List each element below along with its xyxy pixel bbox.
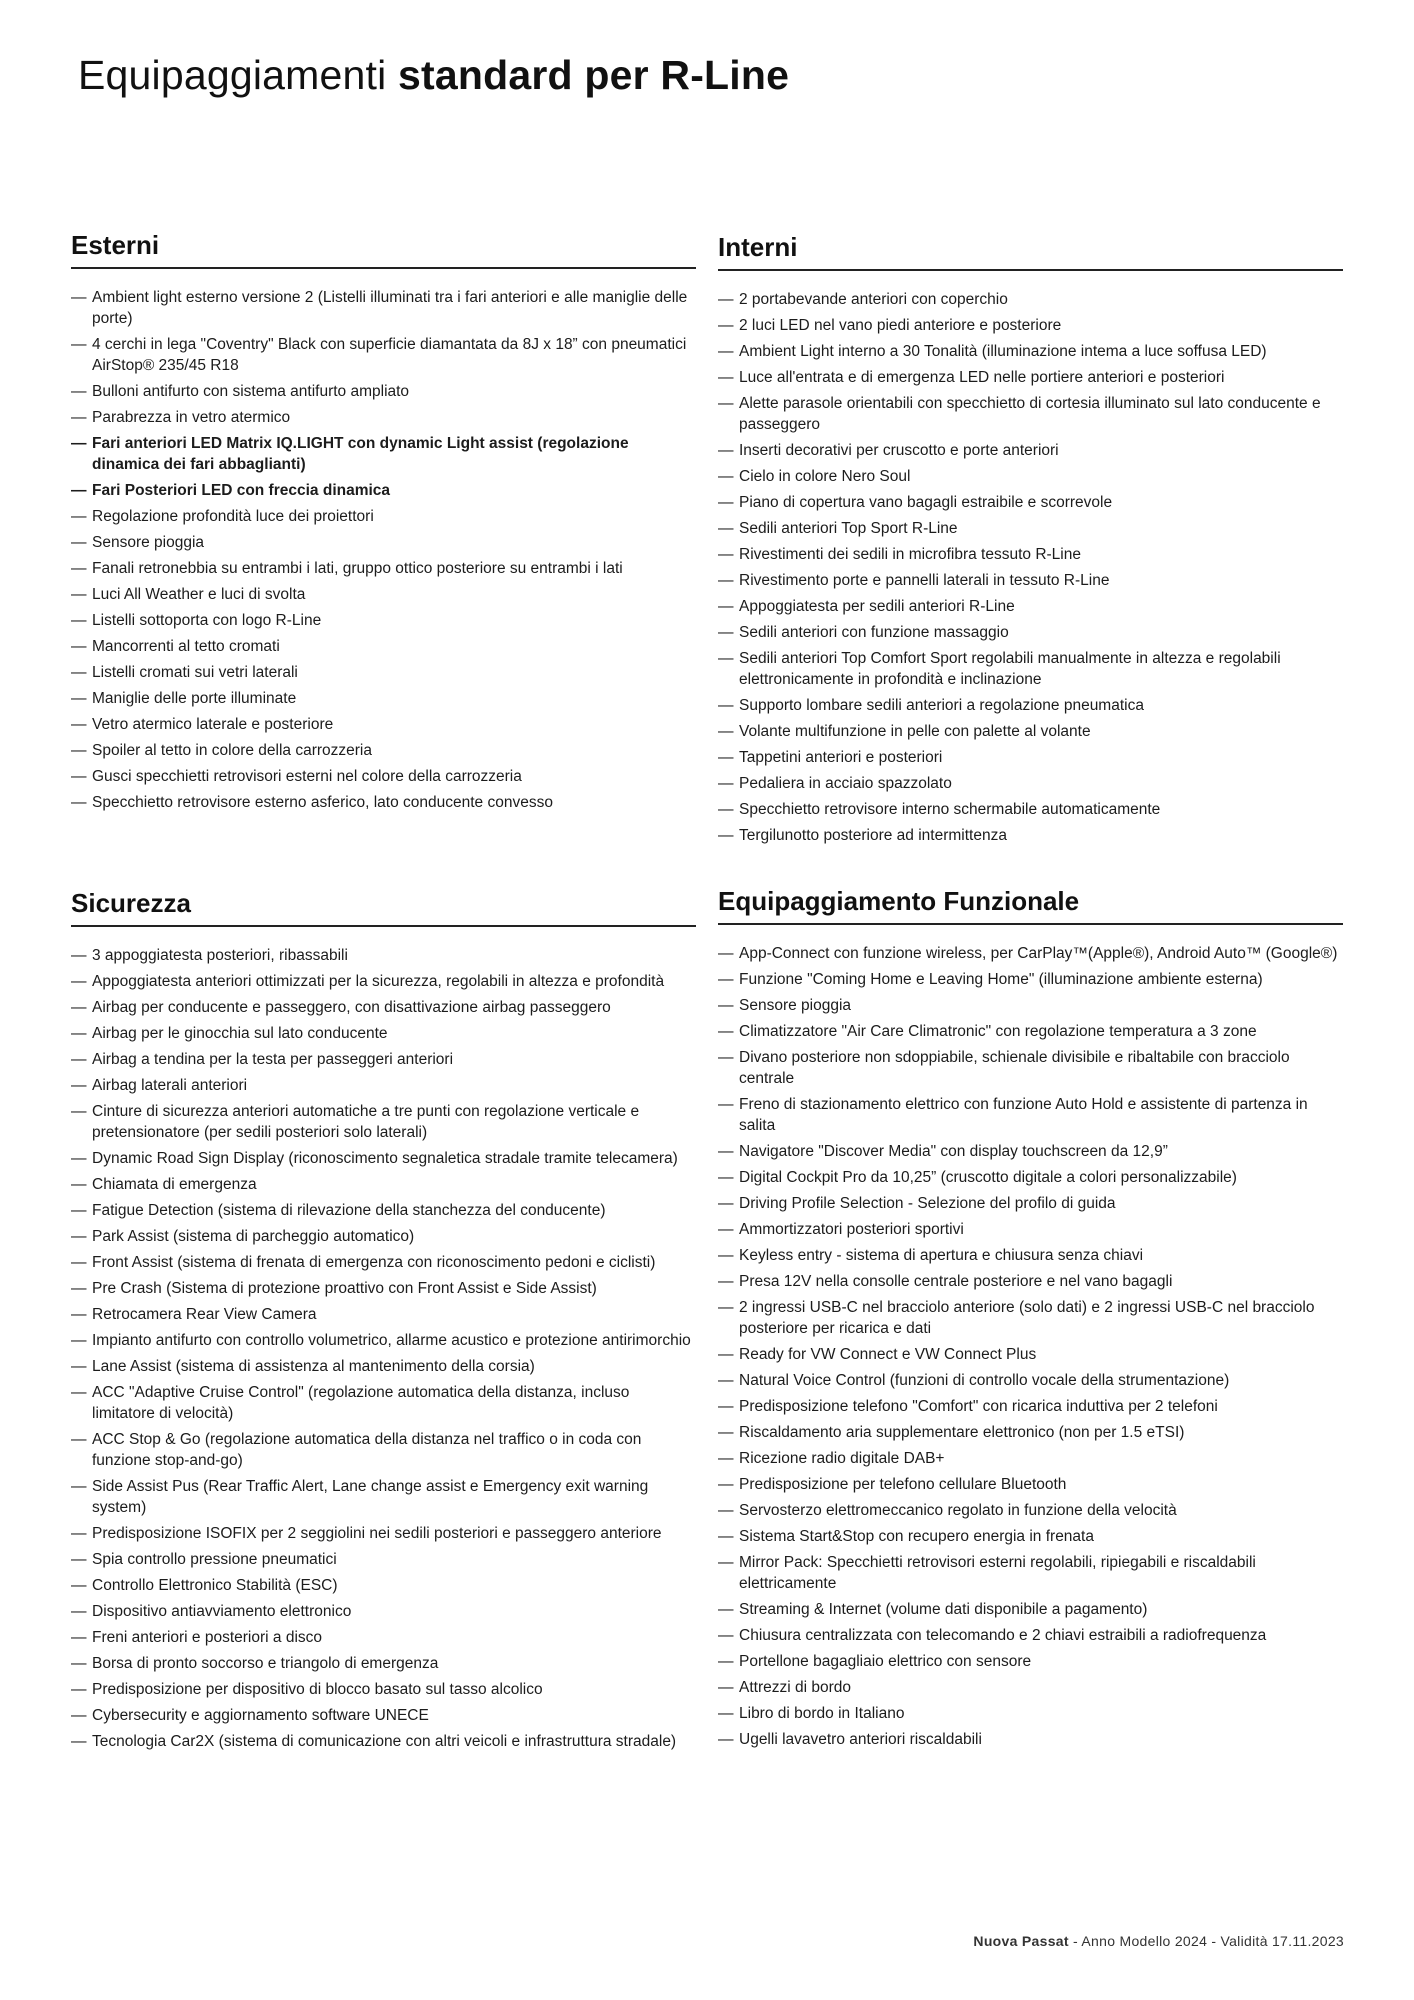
list-item: — Cielo in colore Nero Soul: [718, 466, 1343, 487]
list-item: — Pre Crash (Sistema di protezione proattivo con Front Assist e Side Assist): [71, 1278, 696, 1299]
list-item: — Spia controllo pressione pneumatici: [71, 1549, 696, 1570]
list-item: — Maniglie delle porte illuminate: [71, 688, 696, 709]
list-item: — Funzione "Coming Home e Leaving Home" (illuminazione ambiente esterna): [718, 969, 1343, 990]
list-item: — Tergilunotto posteriore ad intermittenza: [718, 825, 1343, 846]
list-funzionale: [718, 943, 1343, 1750]
section-funzionale: [718, 886, 1343, 1755]
list-item: — Front Assist (sistema di frenata di emergenza con riconoscimento pedoni e ciclisti): [71, 1252, 696, 1273]
list-item: — Mancorrenti al tetto cromati: [71, 636, 696, 657]
list-item: — Ammortizzatori posteriori sportivi: [718, 1219, 1343, 1240]
list-sicurezza: [71, 945, 696, 1752]
list-item: — Airbag a tendina per la testa per passeggeri anteriori: [71, 1049, 696, 1070]
list-item: — 2 portabevande anteriori con coperchio: [718, 289, 1343, 310]
list-item: — 2 ingressi USB-C nel bracciolo anteriore (solo dati) e 2 ingressi USB-C nel bracciolo posteriore per ricarica e dati: [718, 1297, 1343, 1339]
list-item: — Specchietto retrovisore interno schermabile automaticamente: [718, 799, 1343, 820]
section-esterni: [71, 230, 696, 818]
list-item: — Dispositivo antiavviamento elettronico: [71, 1601, 696, 1622]
list-item: — Sedili anteriori con funzione massaggio: [718, 622, 1343, 643]
list-item: — Cinture di sicurezza anteriori automatiche a tre punti con regolazione verticale e pretensionatore (per sedili posteriori solo laterali): [71, 1101, 696, 1143]
page-title: [78, 52, 789, 99]
list-item: — Ricezione radio digitale DAB+: [718, 1448, 1343, 1469]
list-item: — Libro di bordo in Italiano: [718, 1703, 1343, 1724]
list-item: — Keyless entry - sistema di apertura e chiusura senza chiavi: [718, 1245, 1343, 1266]
list-item: — Freno di stazionamento elettrico con funzione Auto Hold e assistente di partenza in salita: [718, 1094, 1343, 1136]
list-esterni: [71, 287, 696, 813]
list-item: — Piano di copertura vano bagagli estraibile e scorrevole: [718, 492, 1343, 513]
list-item: — Rivestimento porte e pannelli laterali in tessuto R-Line: [718, 570, 1343, 591]
list-item: — Predisposizione per dispositivo di blocco basato sul tasso alcolico: [71, 1679, 696, 1700]
list-item: — Ambient light esterno versione 2 (Listelli illuminati tra i fari anteriori e alle maniglie delle porte): [71, 287, 696, 329]
list-item: — Predisposizione ISOFIX per 2 seggiolini nei sedili posteriori e passeggero anteriore: [71, 1523, 696, 1544]
list-item: — Airbag per le ginocchia sul lato conducente: [71, 1023, 696, 1044]
list-item: — Regolazione profondità luce dei proiettori: [71, 506, 696, 527]
list-item: — Listelli sottoporta con logo R-Line: [71, 610, 696, 631]
list-item: — Sensore pioggia: [718, 995, 1343, 1016]
list-item: — Divano posteriore non sdoppiabile, schienale divisibile e ribaltabile con bracciolo centrale: [718, 1047, 1343, 1089]
list-item: — App-Connect con funzione wireless, per CarPlay™(Apple®), Android Auto™ (Google®): [718, 943, 1343, 964]
list-item: — Borsa di pronto soccorso e triangolo di emergenza: [71, 1653, 696, 1674]
list-item: — Cybersecurity e aggiornamento software UNECE: [71, 1705, 696, 1726]
list-item: — Listelli cromati sui vetri laterali: [71, 662, 696, 683]
list-item: — Vetro atermico laterale e posteriore: [71, 714, 696, 735]
list-item: — Freni anteriori e posteriori a disco: [71, 1627, 696, 1648]
list-item: — Driving Profile Selection - Selezione del profilo di guida: [718, 1193, 1343, 1214]
list-item: — Supporto lombare sedili anteriori a regolazione pneumatica: [718, 695, 1343, 716]
list-item: — 3 appoggiatesta posteriori, ribassabili: [71, 945, 696, 966]
list-item: — Retrocamera Rear View Camera: [71, 1304, 696, 1325]
list-item: — Ambient Light interno a 30 Tonalità (illuminazione intema a luce soffusa LED): [718, 341, 1343, 362]
list-item: — Fatigue Detection (sistema di rilevazione della stanchezza del conducente): [71, 1200, 696, 1221]
list-item: — Streaming & Internet (volume dati disponibile a pagamento): [718, 1599, 1343, 1620]
list-interni: [718, 289, 1343, 846]
list-item: — Ugelli lavavetro anteriori riscaldabili: [718, 1729, 1343, 1750]
section-sicurezza: [71, 888, 696, 1757]
list-item: — Predisposizione telefono "Comfort" con ricarica induttiva per 2 telefoni: [718, 1396, 1343, 1417]
list-item: — Sensore pioggia: [71, 532, 696, 553]
footer-validity: - Anno Modello 2024 - Validità 17.11.2023: [1068, 1933, 1344, 1949]
list-item: — Climatizzatore "Air Care Climatronic" con regolazione temperatura a 3 zone: [718, 1021, 1343, 1042]
list-item: — Presa 12V nella consolle centrale posteriore e nel vano bagagli: [718, 1271, 1343, 1292]
page-title-bold: standard per R-Line: [398, 52, 790, 98]
list-item: — Specchietto retrovisore esterno asferico, lato conducente convesso: [71, 792, 696, 813]
list-item: — Luci All Weather e luci di svolta: [71, 584, 696, 605]
list-item: — Spoiler al tetto in colore della carrozzeria: [71, 740, 696, 761]
list-item: — Sistema Start&Stop con recupero energia in frenata: [718, 1526, 1343, 1547]
list-item: — Tappetini anteriori e posteriori: [718, 747, 1343, 768]
list-item: — Parabrezza in vetro atermico: [71, 407, 696, 428]
list-item: — Attrezzi di bordo: [718, 1677, 1343, 1698]
list-item: — 2 luci LED nel vano piedi anteriore e posteriore: [718, 315, 1343, 336]
list-item: — Rivestimenti dei sedili in microfibra tessuto R-Line: [718, 544, 1343, 565]
list-item: — Sedili anteriori Top Comfort Sport regolabili manualmente in altezza e regolabili elettronicamente in profondità e inclinazione: [718, 648, 1343, 690]
list-item: — Side Assist Pus (Rear Traffic Alert, Lane change assist e Emergency exit warning system): [71, 1476, 696, 1518]
list-item: — Fari anteriori LED Matrix IQ.LIGHT con dynamic Light assist (regolazione dinamica dei fari abbaglianti): [71, 433, 696, 475]
list-item: — Digital Cockpit Pro da 10,25” (cruscotto digitale a colori personalizzabile): [718, 1167, 1343, 1188]
section-interni: [718, 232, 1343, 851]
list-item: — Park Assist (sistema di parcheggio automatico): [71, 1226, 696, 1247]
list-item: — Inserti decorativi per cruscotto e porte anteriori: [718, 440, 1343, 461]
section-title-sicurezza: Sicurezza: [71, 888, 696, 927]
list-item: — Chiusura centralizzata con telecomando e 2 chiavi estraibili a radiofrequenza: [718, 1625, 1343, 1646]
list-item: — Ready for VW Connect e VW Connect Plus: [718, 1344, 1343, 1365]
list-item: — Navigatore "Discover Media" con display touchscreen da 12,9”: [718, 1141, 1343, 1162]
list-item: — Luce all'entrata e di emergenza LED nelle portiere anteriori e posteriori: [718, 367, 1343, 388]
list-item: — Predisposizione per telefono cellulare Bluetooth: [718, 1474, 1343, 1495]
list-item: — Riscaldamento aria supplementare elettronico (non per 1.5 eTSI): [718, 1422, 1343, 1443]
list-item: — Controllo Elettronico Stabilità (ESC): [71, 1575, 696, 1596]
list-item: — Gusci specchietti retrovisori esterni nel colore della carrozzeria: [71, 766, 696, 787]
list-item: — Appoggiatesta per sedili anteriori R-Line: [718, 596, 1343, 617]
list-item: — Natural Voice Control (funzioni di controllo vocale della strumentazione): [718, 1370, 1343, 1391]
list-item: — Tecnologia Car2X (sistema di comunicazione con altri veicoli e infrastruttura stradale): [71, 1731, 696, 1752]
list-item: — Airbag laterali anteriori: [71, 1075, 696, 1096]
footer-model: Nuova Passat: [973, 1933, 1069, 1949]
list-item: — Dynamic Road Sign Display (riconoscimento segnaletica stradale tramite telecamera): [71, 1148, 696, 1169]
section-title-esterni: Esterni: [71, 230, 696, 269]
list-item: — Fari Posteriori LED con freccia dinamica: [71, 480, 696, 501]
list-item: — ACC "Adaptive Cruise Control" (regolazione automatica della distanza, incluso limitatore di velocità): [71, 1382, 696, 1424]
list-item: — Airbag per conducente e passeggero, con disattivazione airbag passeggero: [71, 997, 696, 1018]
list-item: — Pedaliera in acciaio spazzolato: [718, 773, 1343, 794]
list-item: — Bulloni antifurto con sistema antifurto ampliato: [71, 381, 696, 402]
list-item: — Impianto antifurto con controllo volumetrico, allarme acustico e protezione antirimorchio: [71, 1330, 696, 1351]
list-item: — Sedili anteriori Top Sport R-Line: [718, 518, 1343, 539]
list-item: — Alette parasole orientabili con specchietto di cortesia illuminato sul lato conducente e passeggero: [718, 393, 1343, 435]
list-item: — Servosterzo elettromeccanico regolato in funzione della velocità: [718, 1500, 1343, 1521]
list-item: — ACC Stop & Go (regolazione automatica della distanza nel traffico o in coda con funzione stop-and-go): [71, 1429, 696, 1471]
page-title-light: Equipaggiamenti: [78, 52, 387, 98]
section-title-interni: Interni: [718, 232, 1343, 271]
list-item: — Portellone bagagliaio elettrico con sensore: [718, 1651, 1343, 1672]
section-title-funzionale: Equipaggiamento Funzionale: [718, 886, 1343, 925]
list-item: — 4 cerchi in lega "Coventry" Black con superficie diamantata da 8J x 18” con pneumatici AirStop® 235/45 R18: [71, 334, 696, 376]
list-item: — Lane Assist (sistema di assistenza al mantenimento della corsia): [71, 1356, 696, 1377]
list-item: — Volante multifunzione in pelle con palette al volante: [718, 721, 1343, 742]
footer: [973, 1933, 1344, 1949]
list-item: — Mirror Pack: Specchietti retrovisori esterni regolabili, ripiegabili e riscaldabili elettricamente: [718, 1552, 1343, 1594]
list-item: — Fanali retronebbia su entrambi i lati, gruppo ottico posteriore su entrambi i lati: [71, 558, 696, 579]
list-item: — Chiamata di emergenza: [71, 1174, 696, 1195]
list-item: — Appoggiatesta anteriori ottimizzati per la sicurezza, regolabili in altezza e profondità: [71, 971, 696, 992]
